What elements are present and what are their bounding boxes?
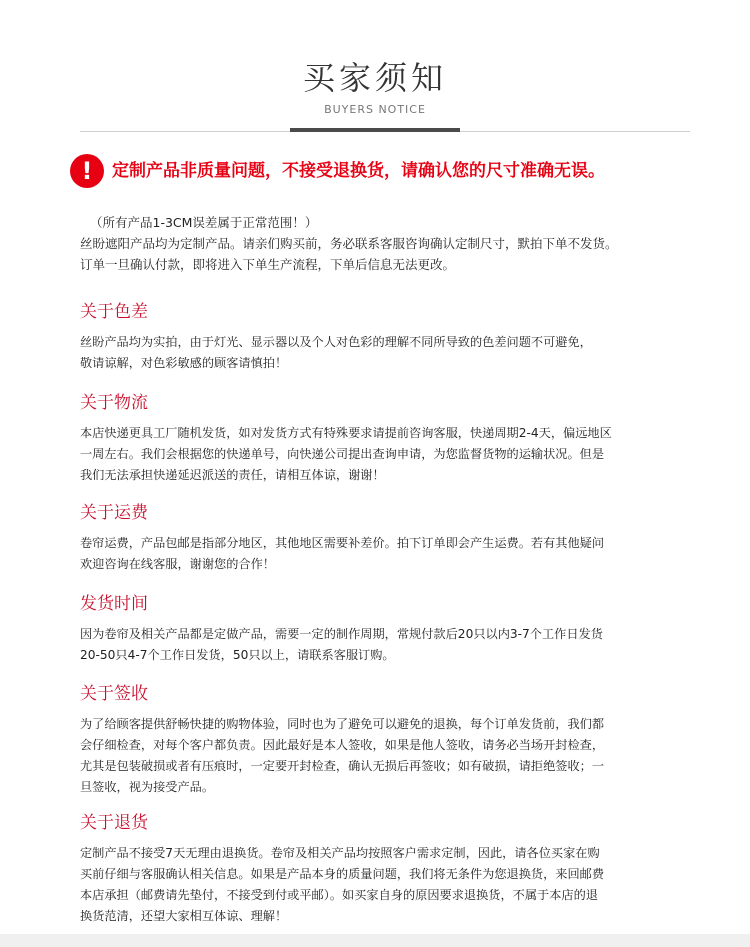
section-body [80, 624, 680, 666]
page-subtitle: BUYERS NOTICE [324, 103, 426, 116]
section-receipt [80, 682, 680, 798]
section-body [80, 533, 680, 575]
section-logistics [80, 391, 680, 486]
note-line: （所有产品1-3CM误差属于正常范围！） [90, 215, 318, 230]
section-title: 关于退货 [80, 813, 148, 833]
section-line: 旦签收，视为接受产品。 [80, 780, 215, 794]
header [0, 0, 750, 140]
section-body [80, 843, 680, 927]
warning-text: 定制产品非质量问题，不接受退换货，请确认您的尺寸准确无误。 [112, 161, 605, 181]
section-color-difference [80, 300, 680, 374]
section-line: 20-50只4-7个工作日发货，50只以上，请联系客服订购。 [80, 648, 395, 662]
notes-block [80, 212, 680, 275]
section-line: 本店快递更具工厂随机发货，如对发货方式有特殊要求请提前咨询客服，快递周期2-4天，偏远地区 [80, 426, 612, 440]
section-line: 尤其是包装破损或者有压痕时，一定要开封检查，确认无损后再签收；如有破损，请拒绝签收；一 [80, 759, 605, 773]
section-line: 会仔细检查，对每个客户都负责。因此最好是本人签收，如果是他人签收，请务必当场开封检查， [80, 738, 605, 752]
section-line: 卷帘运费，产品包邮是指部分地区，其他地区需要补差价。拍下订单即会产生运费。若有其他疑问 [80, 536, 605, 550]
section-title: 关于运费 [80, 503, 148, 523]
exclamation-icon: ! [70, 154, 104, 188]
note-line: 丝盼遮阳产品均为定制产品。请亲们购买前，务必联系客服咨询确认定制尺寸，默拍下单不发货。 [80, 236, 618, 251]
warning-banner [70, 154, 710, 190]
section-line: 丝盼产品均为实拍，由于灯光、显示器以及个人对色彩的理解不同所导致的色差问题不可避免， [80, 335, 592, 349]
section-body [80, 423, 680, 486]
section-line: 定制产品不接受7天无理由退换货。卷帘及相关产品均按照客户需求定制，因此，请各位买家在购 [80, 846, 600, 860]
page-title: 买家须知 [302, 59, 447, 97]
footer-bar [0, 934, 750, 947]
section-line: 换货范清，还望大家相互体谅、理解！ [80, 909, 288, 923]
section-line: 我们无法承担快递延迟派送的责任，请相互体谅，谢谢！ [80, 468, 385, 482]
section-title: 发货时间 [80, 594, 148, 614]
section-body [80, 332, 680, 374]
section-delivery-time [80, 592, 680, 666]
section-shipping-fee [80, 501, 680, 575]
section-line: 买前仔细与客服确认相关信息。如果是产品本身的质量问题，我们将无条件为您退换货，来回邮费 [80, 867, 605, 881]
section-title: 关于物流 [80, 393, 148, 413]
section-line: 敬请谅解，对色彩敏感的顾客请慎拍！ [80, 356, 288, 370]
section-line: 本店承担（邮费请先垫付，不接受到付或平邮）。如买家自身的原因要求退换货，不属于本店的退 [80, 888, 598, 902]
section-title: 关于色差 [80, 302, 148, 322]
note-line: 订单一旦确认付款，即将进入下单生产流程，下单后信息无法更改。 [80, 257, 456, 272]
section-returns [80, 811, 680, 927]
divider-accent [290, 128, 460, 132]
section-line: 一周左右。我们会根据您的快递单号，向快递公司提出查询申请，为您监督货物的运输状况。但是 [80, 447, 605, 461]
section-line: 因为卷帘及相关产品都是定做产品，需要一定的制作周期，常规付款后20只以内3-7个工作日发货 [80, 627, 603, 641]
section-line: 为了给顾客提供舒畅快捷的购物体验，同时也为了避免可以避免的退换，每个订单发货前，我们都 [80, 717, 605, 731]
section-body [80, 714, 680, 798]
section-title: 关于签收 [80, 684, 148, 704]
section-line: 欢迎咨询在线客服，谢谢您的合作！ [80, 557, 275, 571]
